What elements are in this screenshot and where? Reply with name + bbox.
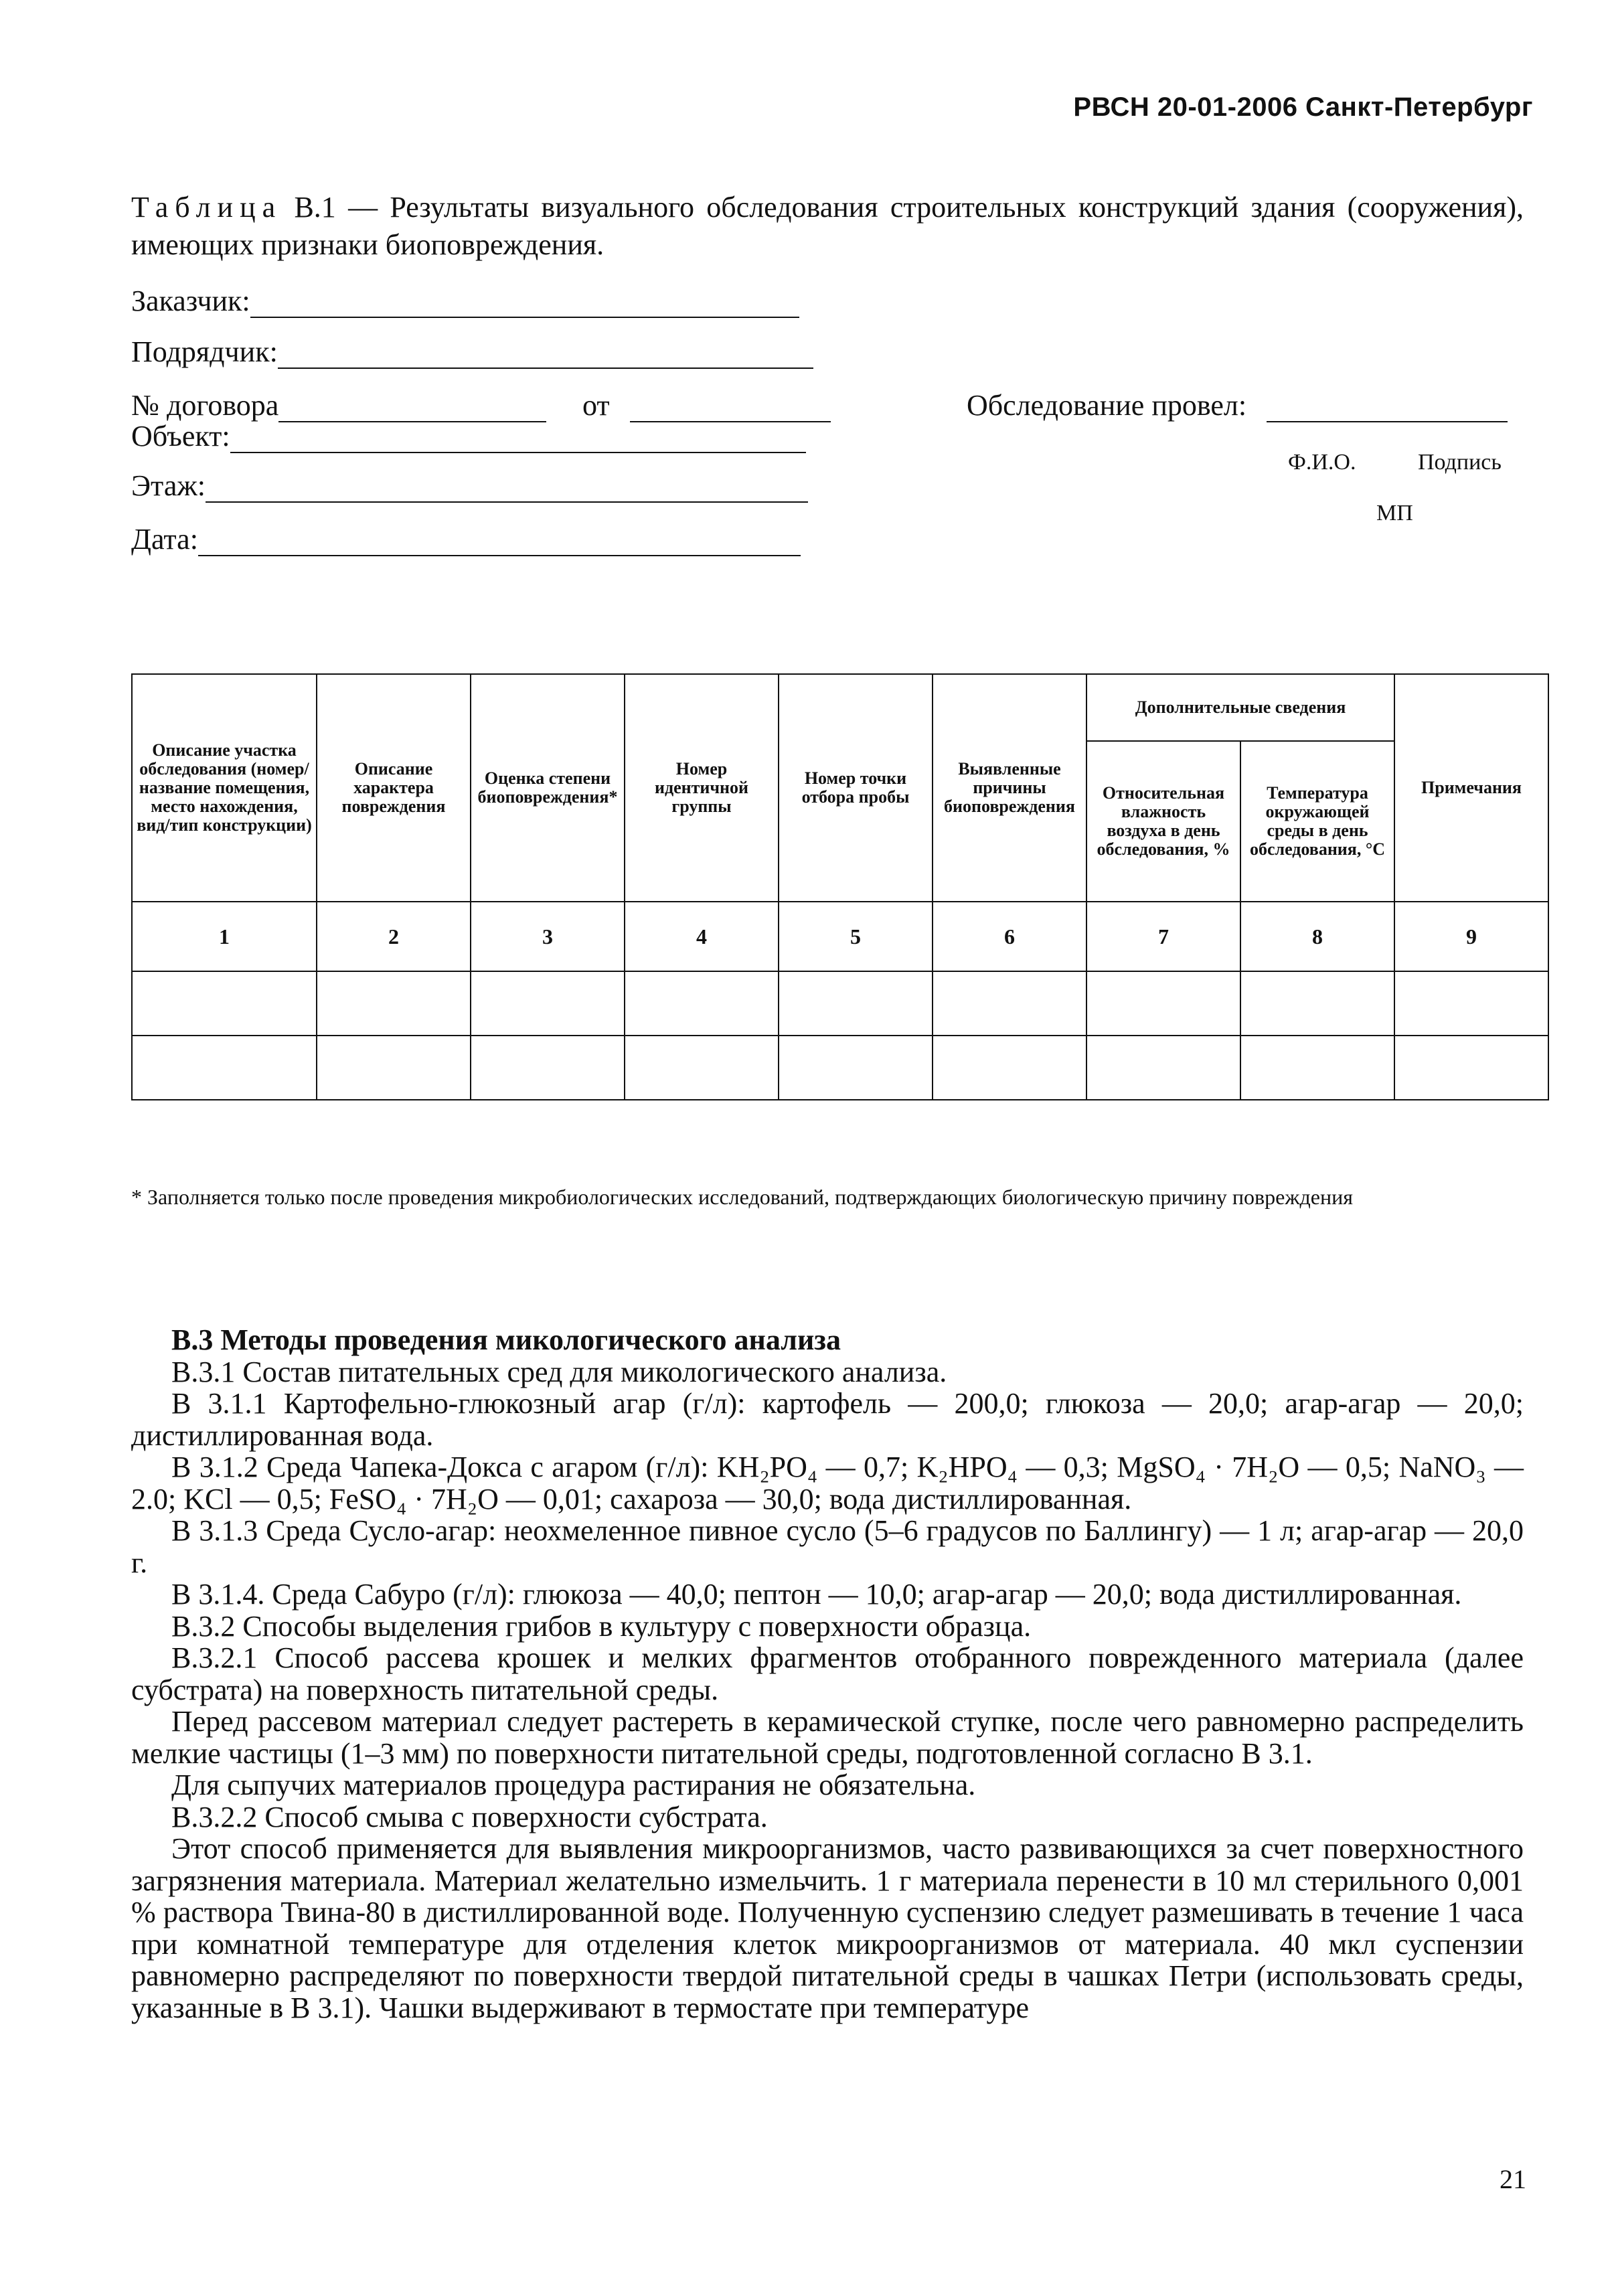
column-number-9: 9 — [1394, 902, 1548, 971]
table-cell — [1240, 971, 1394, 1036]
table-cell — [471, 971, 625, 1036]
paragraph: В.3.2 Способы выделения грибов в культуру с поверхности образца. — [171, 1609, 1032, 1643]
table-row — [132, 1036, 1548, 1100]
contract-date-line — [630, 394, 831, 422]
contractor-label: Подрядчик: — [131, 335, 278, 368]
column-number-3: 3 — [471, 902, 625, 971]
table-cell — [625, 971, 779, 1036]
customer-label: Заказчик: — [131, 284, 250, 317]
signature-label: Подпись — [1418, 450, 1502, 475]
paragraph: В 3.1.1 Картофельно-глюкозный агар (г/л): картофель — 200,0; глюкоза — 20,0; агар-агар — 20,0; дистиллированная вода. — [131, 1387, 1524, 1452]
group-header-additional: Дополнительные сведения — [1086, 674, 1394, 741]
inspector-label: Обследование провел: — [967, 389, 1247, 422]
column-header-6: Выявленные причины биоповреждения — [933, 674, 1086, 902]
contract-date-field — [582, 388, 831, 422]
column-number-2: 2 — [317, 902, 471, 971]
column-header-7: Относительная влажность воздуха в день обследования, % — [1086, 741, 1240, 902]
table-cell — [779, 971, 933, 1036]
floor-field — [131, 469, 808, 503]
inspector-field — [967, 388, 1508, 422]
table-cell — [1394, 1036, 1548, 1100]
column-header-8: Температура окружающей среды в день обследования, °С — [1240, 741, 1394, 902]
column-number-8: 8 — [1240, 902, 1394, 971]
contract-label: № договора — [131, 389, 279, 422]
table-cell — [471, 1036, 625, 1100]
section-b3 — [131, 1324, 1524, 2024]
table-row — [132, 971, 1548, 1036]
inspector-line — [1267, 394, 1508, 422]
paragraph: В.3.1 Состав питательных сред для микологического анализа. — [171, 1355, 947, 1388]
paragraph: Перед рассевом материал следует растереть в керамической ступке, после чего равномерно распределить мелкие частицы (1–3 мм) по поверхности питательной среды, подготовленной согласно В 3.1. — [131, 1705, 1524, 1770]
document-code-header: РВСН 20-01-2006 Санкт-Петербург — [1073, 92, 1533, 122]
paragraph: В 3.1.3 Среда Сусло-агар: неохмеленное пивное сусло (5–6 градусов по Баллингу) — 1 л; агар-агар — 20,0 г. — [131, 1514, 1524, 1579]
column-header-4: Номер идентичной группы — [625, 674, 779, 902]
paragraph: В.3.2.1 Способ рассева крошек и мелких фрагментов отобранного поврежденного материала (далее субстрата) на поверхность питательной среды. — [131, 1641, 1524, 1706]
customer-field — [131, 284, 799, 318]
table-cell — [933, 971, 1086, 1036]
date-line — [198, 528, 801, 556]
table-cell — [1086, 971, 1240, 1036]
table-cell — [132, 1036, 317, 1100]
paragraph: Для сыпучих материалов процедура растирания не обязательна. — [171, 1769, 976, 1801]
column-header-3: Оценка степени биоповреждения* — [471, 674, 625, 902]
table-cell — [132, 971, 317, 1036]
table-cell — [1394, 971, 1548, 1036]
paragraph: В 3.1.2 Среда Чапека-Докса с агаром (г/л): KH₂PO₄ — 0,7; K₂HPO₄ — 0,3; MgSO₄ · 7H₂O — 0,5; NaNO₃ — 2.0; KCl — 0,5; FeSO₄ · 7H₂O — 0,01; сахароза — 30,0; вода дистиллированная. — [131, 1451, 1524, 1515]
contract-from-label: от — [582, 389, 610, 422]
column-number-1: 1 — [132, 902, 317, 971]
object-line — [230, 425, 806, 453]
caption-spaced-word: Таблица — [131, 191, 283, 224]
contractor-field — [131, 335, 813, 369]
floor-label: Этаж: — [131, 469, 206, 502]
column-header-2: Описание характера повреждения — [317, 674, 471, 902]
object-field — [131, 419, 806, 453]
paragraph: В.3.2.2 Способ смыва с поверхности субстрата. — [171, 1800, 768, 1833]
date-label: Дата: — [131, 523, 198, 556]
results-table — [131, 673, 1549, 1100]
table-cell — [933, 1036, 1086, 1100]
stamp-label: МП — [1376, 501, 1413, 525]
table-cell — [317, 971, 471, 1036]
table-footnote: * Заполняется только после проведения микробиологических исследований, подтверждающих биологическую причину повреждения — [131, 1185, 1353, 1209]
contract-field — [131, 388, 546, 422]
contractor-line — [278, 341, 813, 369]
table-cell — [1240, 1036, 1394, 1100]
page-number: 21 — [1500, 2164, 1526, 2194]
column-header-5: Номер точки отбора пробы — [779, 674, 933, 902]
object-label: Объект: — [131, 420, 230, 453]
column-header-9: Примечания — [1394, 674, 1548, 902]
table-cell — [779, 1036, 933, 1100]
column-number-4: 4 — [625, 902, 779, 971]
column-number-7: 7 — [1086, 902, 1240, 971]
floor-line — [206, 475, 808, 503]
section-title: В.3 Методы проведения микологического анализа — [171, 1323, 841, 1356]
column-number-5: 5 — [779, 902, 933, 971]
table-cell — [1086, 1036, 1240, 1100]
date-field — [131, 522, 801, 556]
caption-text: В.1 — Результаты визуального обследования строительных конструкций здания (сооружения), имеющих признаки биоповреждения. — [131, 191, 1524, 261]
fio-label: Ф.И.О. — [1288, 450, 1356, 475]
table-caption — [131, 189, 1524, 264]
table-cell — [625, 1036, 779, 1100]
contract-line — [278, 394, 546, 422]
paragraph: В 3.1.4. Среда Сабуро (г/л): глюкоза — 40,0; пептон — 10,0; агар-агар — 20,0; вода дистиллированная. — [171, 1578, 1462, 1611]
column-number-6: 6 — [933, 902, 1086, 971]
table-cell — [317, 1036, 471, 1100]
customer-line — [250, 290, 799, 318]
column-header-1: Описание участка обследования (номер/название помещения, место нахождения, вид/тип конструкции) — [132, 674, 317, 902]
paragraph: Этот способ применяется для выявления микроорганизмов, часто развивающихся за счет поверхностного загрязнения материала. Материал желательно измельчить. 1 г материала перенести в 10 мл стерильного 0,001 % раствора Твина-80 в дистиллированной воде. Полученную суспензию следует размешивать в течение 1 часа при комнатной температуре для отделения клеток микроорганизмов от материала. 40 мкл суспензии равномерно распределяют по поверхности твердой питательной среды в чашках Петри (использовать среды, указанные в В 3.1). Чашки выдерживают в термостате при температуре — [131, 1832, 1524, 2024]
